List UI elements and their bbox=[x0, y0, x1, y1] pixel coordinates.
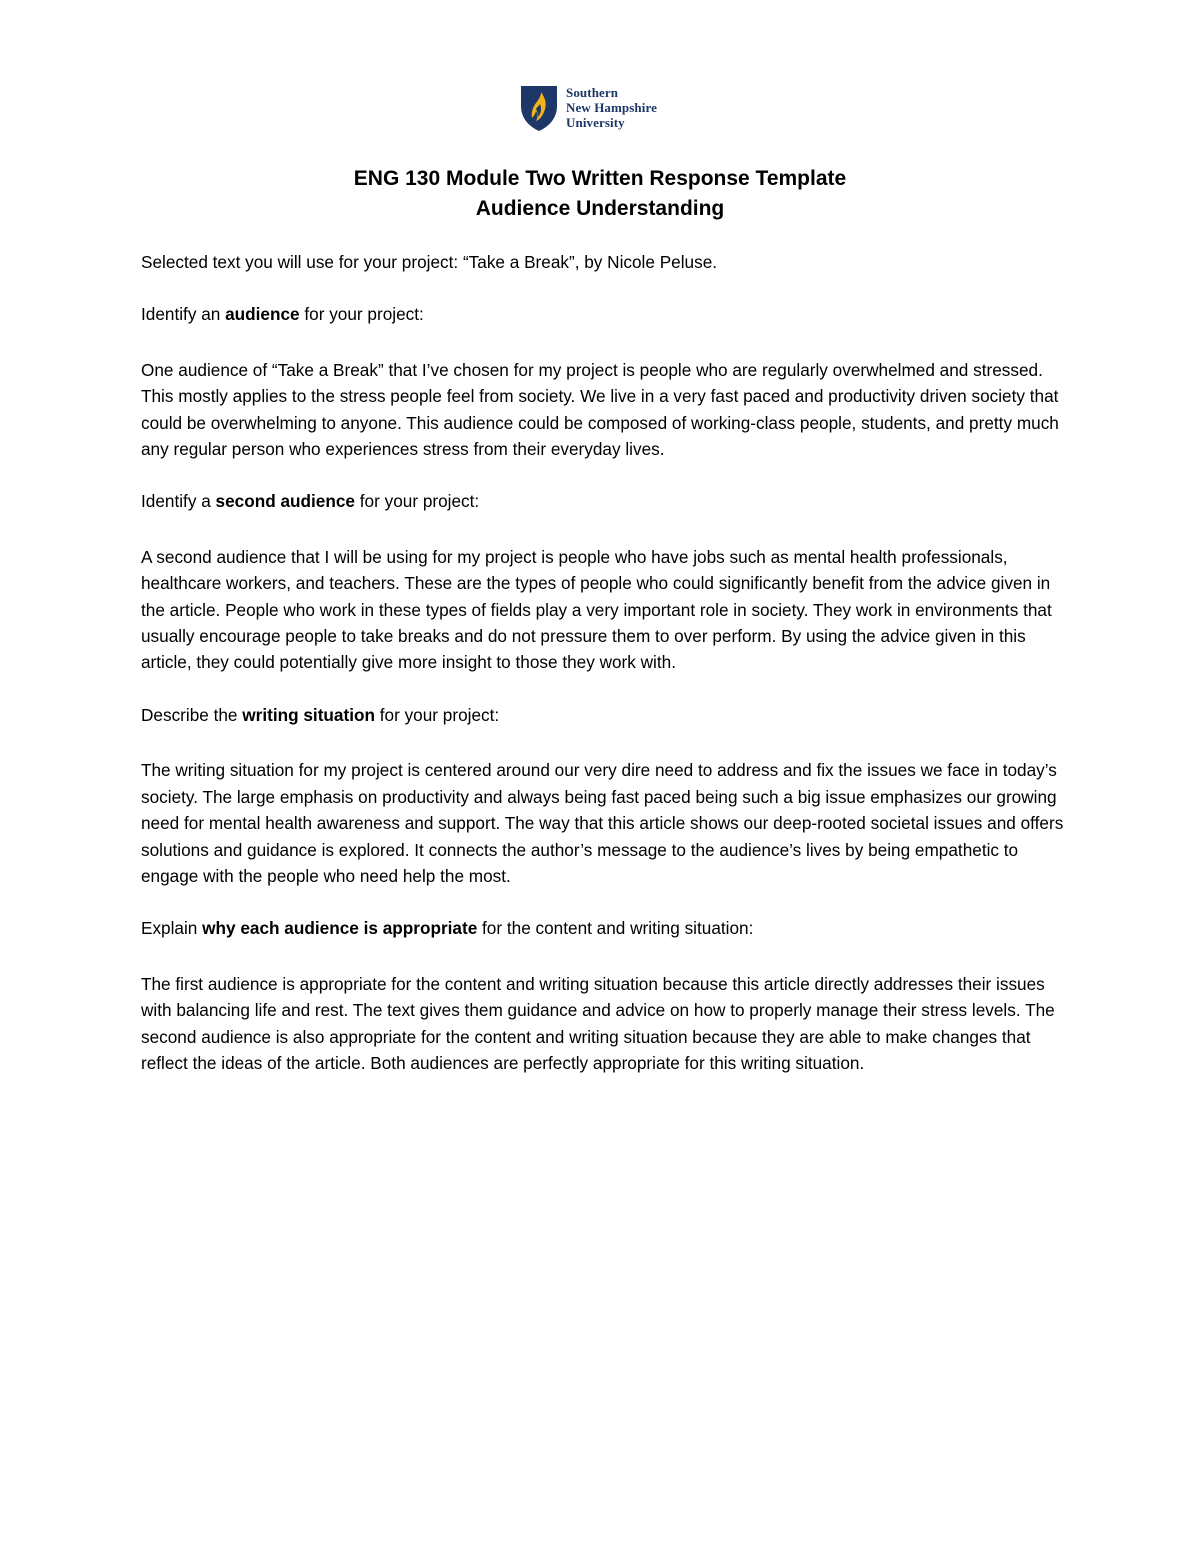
prompt-writing-situation bbox=[141, 702, 1071, 728]
answer-appropriate: The first audience is appropriate for the content and writing situation because this article directly addresses their issues with balancing life and rest. The text gives them guidance and advice on how to properly manage their stress levels. The second audience is also appropriate for the content and writing situation because they are able to make changes that reflect the ideas of the article. Both audiences are perfectly appropriate for this writing situation. bbox=[141, 973, 1055, 1073]
prompt-audience-keyword: audience bbox=[225, 304, 300, 325]
prompt-appropriate bbox=[141, 915, 1071, 941]
title-line-1: ENG 130 Module Two Written Response Template bbox=[353, 167, 847, 190]
prompt-audience bbox=[141, 301, 1071, 327]
shield-flame-icon bbox=[520, 84, 558, 132]
answer-second-audience: A second audience that I will be using for my project is people who have jobs such as mental health professionals, healthcare workers, and teachers. These are the types of people who could significantly benefit from the advice given in the article. People who work in these types of fields play a very important role in society. They work in environments that usually encourage people to take breaks and do not pressure them to over perform. By using the advice given in this article, they could potentially give more insight to those they work with. bbox=[141, 546, 1052, 673]
prompt-writing-situation-before: Describe the bbox=[141, 704, 243, 725]
logo-line-2: New Hampshire bbox=[566, 100, 657, 115]
answer-audience: One audience of “Take a Break” that I’ve chosen for my project is people who are regularly overwhelmed and stressed. This mostly applies to the stress people feel from society. We live in a very fast paced and productivity driven society that could be overwhelming to anyone. This audience could be composed of working-class people, students, and pretty much any regular person who experiences stress from their everyday lives. bbox=[141, 359, 1059, 460]
prompt-appropriate-after: for the content and writing situation: bbox=[477, 918, 754, 939]
logo-line-1: Southern bbox=[566, 85, 619, 100]
title-line-2: Audience Understanding bbox=[475, 197, 725, 220]
document-body bbox=[141, 249, 1071, 1102]
logo-wordmark bbox=[566, 85, 657, 130]
prompt-audience-before: Identify an bbox=[141, 304, 226, 325]
prompt-appropriate-keyword: why each audience is appropriate bbox=[202, 918, 478, 939]
prompt-second-audience-keyword: second audience bbox=[215, 491, 355, 512]
prompt-writing-situation-after: for your project: bbox=[374, 704, 500, 725]
logo-line-3: University bbox=[566, 115, 625, 130]
prompt-second-audience bbox=[141, 488, 1071, 514]
prompt-writing-situation-keyword: writing situation bbox=[242, 704, 375, 725]
prompt-appropriate-before: Explain bbox=[141, 918, 203, 939]
university-logo bbox=[520, 84, 690, 134]
document-title bbox=[0, 164, 1200, 224]
prompt-audience-after: for your project: bbox=[299, 304, 424, 325]
selected-text-line: Selected text you will use for your project: “Take a Break”, by Nicole Peluse. bbox=[141, 252, 718, 272]
prompt-second-audience-after: for your project: bbox=[355, 491, 480, 512]
prompt-second-audience-before: Identify a bbox=[141, 491, 216, 512]
answer-writing-situation: The writing situation for my project is centered around our very dire need to address and fix the issues we face in today’s society. The large emphasis on productivity and always being fast paced being such a big issue emphasizes our growing need for mental health awareness and support. The way that this article shows our deep-rooted societal issues and offers solutions and guidance is explored. It connects the author’s message to the audience’s lives by being empathetic to engage with the people who need help the most. bbox=[141, 760, 1064, 886]
